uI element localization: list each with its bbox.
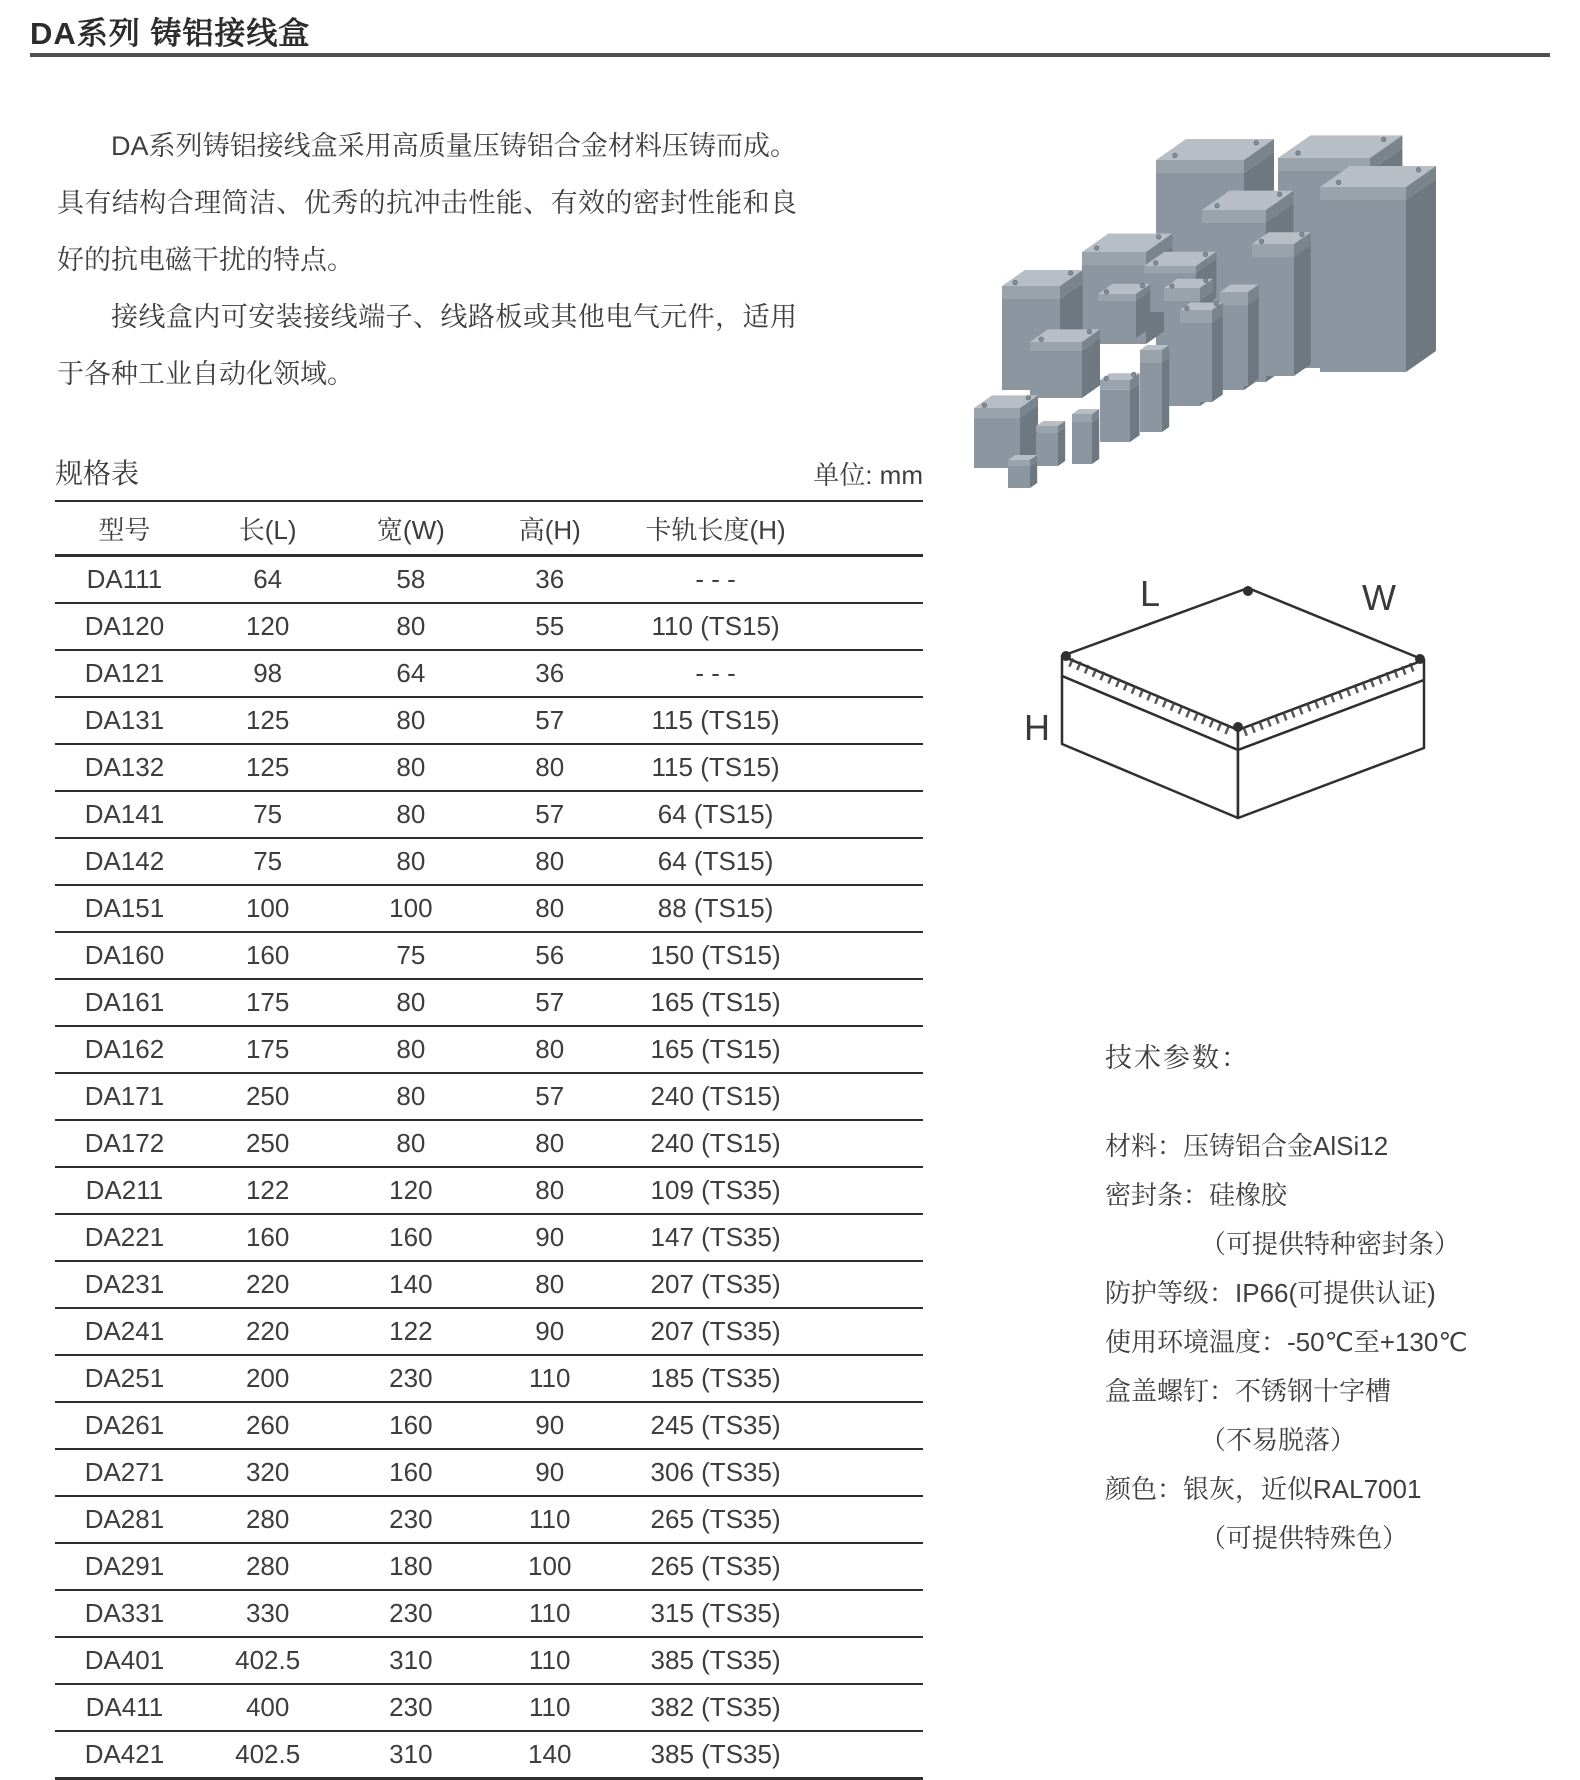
lid-screw — [1039, 337, 1043, 341]
cell: 402.5 — [194, 1731, 342, 1779]
junction-box-face — [1164, 288, 1200, 301]
cell: 110 — [480, 1637, 619, 1684]
table-row — [55, 603, 923, 650]
junction-box-face — [1220, 305, 1248, 386]
cell: 230 — [341, 1496, 480, 1543]
junction-box-face — [1008, 460, 1030, 466]
junction-box-face — [1008, 466, 1030, 488]
cell: DA142 — [55, 838, 194, 885]
table-row — [55, 1120, 923, 1167]
cell: 80 — [480, 1167, 619, 1214]
spec-table-head — [55, 501, 923, 556]
cell: 57 — [480, 791, 619, 838]
cell: 160 — [341, 1214, 480, 1261]
junction-box-face — [1220, 292, 1248, 305]
cell: 207 (TS35) — [619, 1261, 923, 1308]
lid-screw — [1131, 372, 1135, 376]
table-row — [55, 791, 923, 838]
cell: 80 — [341, 603, 480, 650]
cell: 80 — [480, 1026, 619, 1073]
table-row — [55, 838, 923, 885]
cell: 230 — [341, 1355, 480, 1402]
cell: 140 — [341, 1261, 480, 1308]
cell: 64 — [194, 556, 342, 604]
table-row — [55, 885, 923, 932]
table-row — [55, 1637, 923, 1684]
table-row — [55, 1402, 923, 1449]
cell: 220 — [194, 1308, 342, 1355]
cell: 402.5 — [194, 1637, 342, 1684]
cell: 110 — [480, 1496, 619, 1543]
cell: 80 — [480, 744, 619, 791]
table-row — [55, 1449, 923, 1496]
tech-params-list — [1105, 1122, 1525, 1563]
junction-box-face — [1072, 414, 1092, 422]
table-row — [55, 650, 923, 697]
junction-box-face — [1036, 426, 1058, 432]
junction-box-face — [1100, 380, 1130, 390]
table-row — [55, 1214, 923, 1261]
cell: 160 — [194, 932, 342, 979]
junction-box-face — [1098, 294, 1136, 301]
cell: 100 — [341, 885, 480, 932]
cell: 280 — [194, 1543, 342, 1590]
table-caption: 规格表 — [55, 458, 140, 489]
lid-screw — [1170, 284, 1174, 288]
lid-screw — [1254, 141, 1258, 145]
junction-box-face — [1092, 417, 1099, 464]
junction-box-face — [1156, 160, 1244, 173]
diagram-label-width: W — [1362, 577, 1396, 618]
junction-box-face — [1252, 244, 1294, 257]
cell: 310 — [341, 1637, 480, 1684]
column-header: 型号 — [55, 501, 194, 556]
table-row — [55, 1684, 923, 1731]
column-header: 卡轨长度(H) — [619, 501, 923, 556]
cell: DA281 — [55, 1496, 194, 1543]
cell: 200 — [194, 1355, 342, 1402]
cell: 90 — [480, 1214, 619, 1261]
junction-box-face — [1144, 266, 1196, 273]
diagram-screw — [1061, 651, 1071, 661]
cell: DA291 — [55, 1543, 194, 1590]
dimension-diagram — [1000, 548, 1470, 828]
diagram-screw — [1243, 586, 1253, 596]
tech-param-line: 防护等级：IP66(可提供认证) — [1105, 1278, 1436, 1308]
cell: DA151 — [55, 885, 194, 932]
lid-screw — [982, 403, 986, 407]
cell: DA172 — [55, 1120, 194, 1167]
junction-box-face — [1130, 383, 1140, 442]
cell: 64 (TS15) — [619, 791, 923, 838]
lid-screw — [1095, 246, 1099, 250]
tech-param-line: （可提供特殊色） — [1200, 1523, 1409, 1553]
cell: DA251 — [55, 1355, 194, 1402]
cell: 80 — [341, 838, 480, 885]
lid-screw — [1087, 329, 1091, 333]
junction-box-face — [974, 408, 1020, 418]
cell: 57 — [480, 979, 619, 1026]
table-row — [55, 1167, 923, 1214]
cell: 310 — [341, 1731, 480, 1779]
lid-screw — [1214, 302, 1218, 306]
cell: 55 — [480, 603, 619, 650]
column-header: 长(L) — [194, 501, 342, 556]
junction-box-face — [1082, 252, 1146, 265]
cell: 250 — [194, 1073, 342, 1120]
cell: 98 — [194, 650, 342, 697]
cell: DA231 — [55, 1261, 194, 1308]
cell: 165 (TS15) — [619, 1026, 923, 1073]
table-row — [55, 932, 923, 979]
junction-box-face — [1002, 286, 1060, 299]
cell: 160 — [341, 1449, 480, 1496]
cell: 100 — [194, 885, 342, 932]
table-row — [55, 744, 923, 791]
cell: - - - — [619, 650, 923, 697]
lid-screw — [1140, 284, 1144, 288]
cell: DA132 — [55, 744, 194, 791]
cell: 315 (TS35) — [619, 1590, 923, 1637]
junction-box-face — [1072, 422, 1092, 464]
cell: 240 (TS15) — [619, 1073, 923, 1120]
cell: 80 — [480, 838, 619, 885]
tech-param-line: 密封条：硅橡胶 — [1105, 1180, 1288, 1210]
cell: DA211 — [55, 1167, 194, 1214]
lid-screw — [1104, 376, 1108, 380]
lid-screw — [1381, 137, 1385, 141]
cell: 122 — [341, 1308, 480, 1355]
spec-table-body — [55, 556, 923, 1779]
intro-paragraph-1: DA系列铸铝接线盒采用高质量压铸铝合金材料压铸而成。具有结构合理简洁、优秀的抗冲击性能、有效的密封性能和良好的抗电磁干扰的特点。 — [57, 131, 797, 275]
table-row — [55, 1026, 923, 1073]
cell: 120 — [341, 1167, 480, 1214]
cell: 57 — [480, 697, 619, 744]
cell: 185 (TS35) — [619, 1355, 923, 1402]
lid-screw — [1416, 168, 1420, 172]
lid-screw — [1173, 153, 1177, 157]
lid-screw — [1156, 235, 1160, 239]
table-row — [55, 556, 923, 604]
cell: 385 (TS35) — [619, 1637, 923, 1684]
junction-box-face — [1294, 245, 1311, 376]
cell: - - - — [619, 556, 923, 604]
cell: DA141 — [55, 791, 194, 838]
cell: 265 (TS35) — [619, 1496, 923, 1543]
cell: 230 — [341, 1684, 480, 1731]
intro-text — [57, 118, 797, 403]
cell: 75 — [341, 932, 480, 979]
cell: 160 — [194, 1214, 342, 1261]
junction-box-face — [1180, 310, 1212, 323]
cell: 75 — [194, 791, 342, 838]
cell: 120 — [194, 603, 342, 650]
cell: 110 (TS15) — [619, 603, 923, 650]
cell: 306 (TS35) — [619, 1449, 923, 1496]
junction-box-face — [1406, 179, 1436, 372]
tech-param-line: （可提供特种密封条） — [1200, 1229, 1461, 1259]
column-header: 高(H) — [480, 501, 619, 556]
lid-screw — [1154, 261, 1158, 265]
cell: 400 — [194, 1684, 342, 1731]
cell: 260 — [194, 1402, 342, 1449]
cell: DA162 — [55, 1026, 194, 1073]
cell: 110 — [480, 1684, 619, 1731]
cell: DA120 — [55, 603, 194, 650]
header-row — [55, 501, 923, 556]
cell: 100 — [480, 1543, 619, 1590]
cell: DA171 — [55, 1073, 194, 1120]
junction-box-face — [1100, 390, 1130, 442]
tech-param-line: 颜色：银灰，近似RAL7001 — [1105, 1474, 1422, 1504]
diagram-screw — [1415, 654, 1425, 664]
cell: 80 — [341, 1073, 480, 1120]
product-photo — [890, 90, 1580, 498]
cell: 207 (TS35) — [619, 1308, 923, 1355]
junction-box-face — [1030, 351, 1082, 398]
cell: 80 — [480, 885, 619, 932]
cell: 90 — [480, 1308, 619, 1355]
table-row — [55, 1308, 923, 1355]
cell: 88 (TS15) — [619, 885, 923, 932]
cell: 175 — [194, 1026, 342, 1073]
cell: 240 (TS15) — [619, 1120, 923, 1167]
lid-screw — [1185, 306, 1189, 310]
junction-box-face — [1140, 350, 1162, 363]
junction-box-face — [1030, 342, 1082, 351]
junction-box-face — [1320, 200, 1406, 372]
title-divider — [30, 53, 1550, 57]
lid-screw — [1277, 192, 1281, 196]
lid-screw — [1204, 278, 1208, 282]
diagram-label-height: H — [1024, 707, 1050, 748]
junction-box-face — [1098, 301, 1136, 338]
lid-screw — [1336, 180, 1340, 184]
cell: 140 — [480, 1731, 619, 1779]
cell: DA421 — [55, 1731, 194, 1779]
junction-box-face — [1248, 297, 1259, 386]
lid-screw — [1215, 204, 1219, 208]
cell: 330 — [194, 1590, 342, 1637]
cell: DA131 — [55, 697, 194, 744]
cell: 115 (TS15) — [619, 697, 923, 744]
cell: DA161 — [55, 979, 194, 1026]
cell: 109 (TS35) — [619, 1167, 923, 1214]
junction-box-face — [1058, 427, 1065, 466]
lid-screw — [1104, 290, 1108, 294]
cell: 147 (TS35) — [619, 1214, 923, 1261]
cell: 115 (TS15) — [619, 744, 923, 791]
cell: DA261 — [55, 1402, 194, 1449]
cell: 90 — [480, 1449, 619, 1496]
cell: 180 — [341, 1543, 480, 1590]
unit-label: 单位: mm — [813, 460, 923, 490]
cell: DA411 — [55, 1684, 194, 1731]
cell: 125 — [194, 697, 342, 744]
cell: DA401 — [55, 1637, 194, 1684]
table-row — [55, 1073, 923, 1120]
cell: 230 — [341, 1590, 480, 1637]
cell: 110 — [480, 1355, 619, 1402]
cell: 165 (TS15) — [619, 979, 923, 1026]
junction-box-face — [1180, 323, 1212, 402]
cell: 80 — [480, 1120, 619, 1167]
lid-screw — [1013, 280, 1017, 284]
page-title: DA系列 铸铝接线盒 — [30, 16, 311, 51]
diagram-label-length: L — [1140, 573, 1161, 614]
cell: 80 — [341, 697, 480, 744]
cell: 57 — [480, 1073, 619, 1120]
cell: DA221 — [55, 1214, 194, 1261]
cell: 320 — [194, 1449, 342, 1496]
lid-screw — [1296, 151, 1300, 155]
cell: 36 — [480, 650, 619, 697]
tech-param-line: （不易脱落） — [1200, 1425, 1357, 1455]
table-row — [55, 979, 923, 1026]
cell: 80 — [341, 1026, 480, 1073]
table-row — [55, 1261, 923, 1308]
cell: 385 (TS35) — [619, 1731, 923, 1779]
cell: 58 — [341, 556, 480, 604]
cell: 265 (TS35) — [619, 1543, 923, 1590]
tech-param-line: 使用环境温度：-50℃至+130℃ — [1105, 1327, 1468, 1357]
cell: DA111 — [55, 556, 194, 604]
junction-box-face — [1162, 358, 1169, 432]
table-caption-row — [55, 452, 923, 492]
cell: 80 — [341, 1120, 480, 1167]
cell: 80 — [341, 979, 480, 1026]
cell: 80 — [480, 1261, 619, 1308]
lid-screw — [1203, 252, 1207, 256]
table-row — [55, 1731, 923, 1779]
tech-param-line: 盒盖螺钉：不锈钢十字槽 — [1105, 1376, 1392, 1406]
column-header: 宽(W) — [341, 501, 480, 556]
cell: 160 — [341, 1402, 480, 1449]
junction-box-face — [1320, 187, 1406, 200]
junction-box-face — [1036, 432, 1058, 466]
cell: 220 — [194, 1261, 342, 1308]
cell: 250 — [194, 1120, 342, 1167]
lid-screw — [1259, 239, 1263, 243]
lid-screw — [1026, 395, 1030, 399]
cell: 280 — [194, 1496, 342, 1543]
lid-screw — [1300, 232, 1304, 236]
cell: 245 (TS35) — [619, 1402, 923, 1449]
cell: 80 — [341, 791, 480, 838]
cell: DA271 — [55, 1449, 194, 1496]
cell: DA331 — [55, 1590, 194, 1637]
cell: 175 — [194, 979, 342, 1026]
cell: 64 (TS15) — [619, 838, 923, 885]
cell: 110 — [480, 1590, 619, 1637]
tech-params-heading: 技术参数： — [1105, 1043, 1250, 1073]
table-row — [55, 1590, 923, 1637]
junction-box-face — [1140, 363, 1162, 432]
cell: 36 — [480, 556, 619, 604]
cell: DA160 — [55, 932, 194, 979]
spec-table — [55, 500, 923, 1780]
cell: 382 (TS35) — [619, 1684, 923, 1731]
cell: 125 — [194, 744, 342, 791]
cell: 56 — [480, 932, 619, 979]
table-row — [55, 1496, 923, 1543]
diagram-screw — [1233, 722, 1243, 732]
cell: 75 — [194, 838, 342, 885]
cell: 122 — [194, 1167, 342, 1214]
cell: DA121 — [55, 650, 194, 697]
cell: 90 — [480, 1402, 619, 1449]
intro-paragraph-2: 接线盒内可安装接线端子、线路板或其他电气元件，适用于各种工业自动化领域。 — [57, 302, 797, 389]
table-row — [55, 697, 923, 744]
lid-screw — [1068, 271, 1072, 275]
cell: 150 (TS15) — [619, 932, 923, 979]
cell: 64 — [341, 650, 480, 697]
table-row — [55, 1543, 923, 1590]
junction-box-face — [1202, 210, 1266, 223]
cell: 80 — [341, 744, 480, 791]
tech-param-line: 材料：压铸铝合金AlSi12 — [1105, 1131, 1389, 1161]
junction-box-face — [1212, 315, 1223, 402]
cell: DA241 — [55, 1308, 194, 1355]
table-row — [55, 1355, 923, 1402]
